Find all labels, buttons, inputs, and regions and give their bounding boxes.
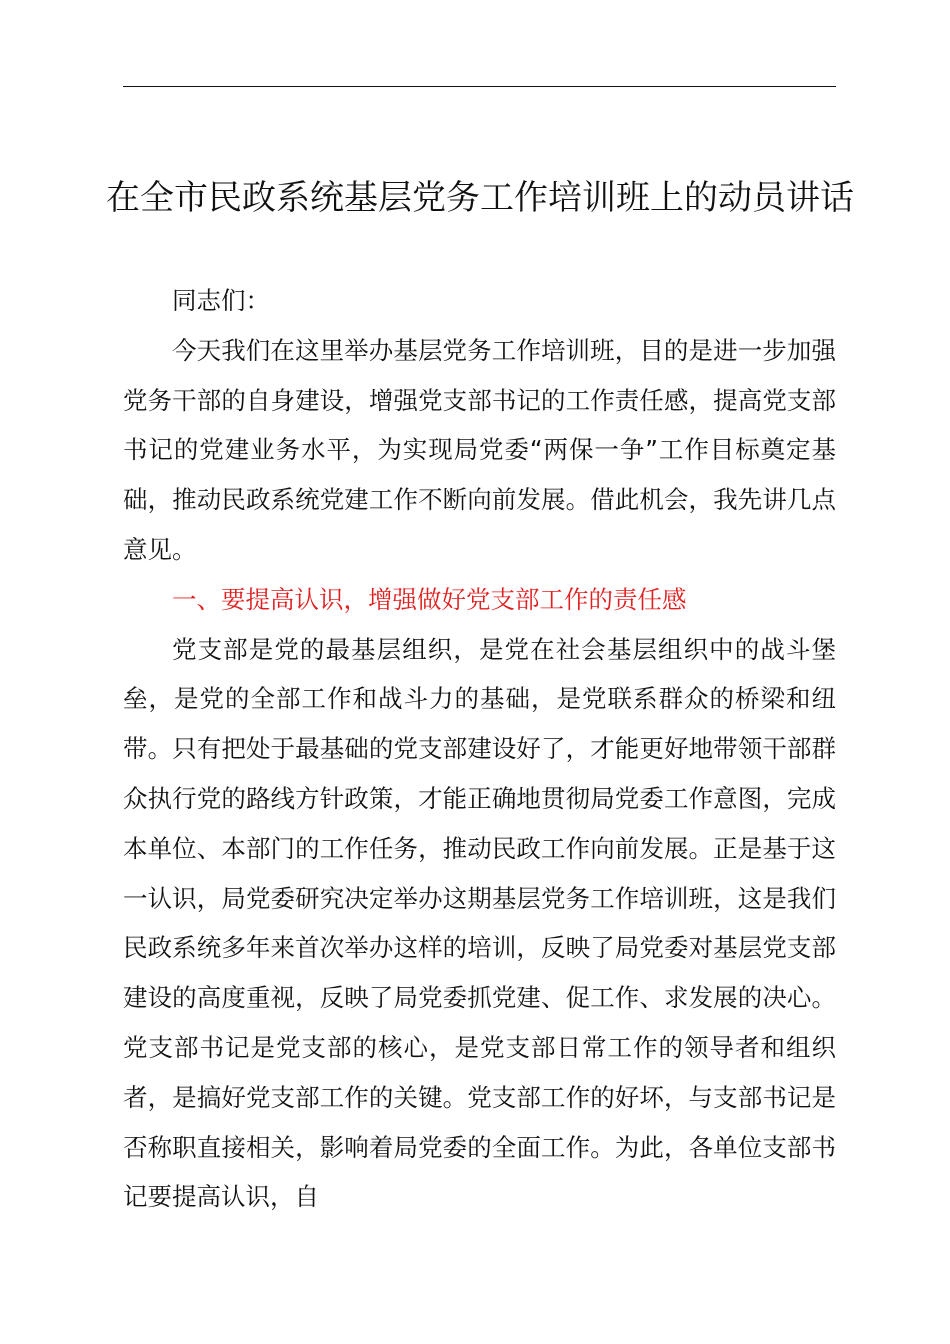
- header-rule: [123, 86, 836, 87]
- section-heading: 一、要提高认识，增强做好党支部工作的责任感: [172, 584, 687, 614]
- intro-paragraph: 今天我们在这里举办基层党务工作培训班，目的是进一步加强党务干部的自身建设，增强党支部书记的工作责任感，提高党支部书记的党建业务水平，为实现局党委“两保一争”工作目标奠定基础，推动民政系统党建工作不断向前发展。借此机会，我先讲几点意见。: [123, 335, 836, 564]
- salutation: 同志们：: [172, 286, 270, 315]
- section-paragraph: 党支部是党的最基层组织，是党在社会基层组织中的战斗堡垒，是党的全部工作和战斗力的基础，是党联系群众的桥梁和纽带。只有把处于最基础的党支部建设好了，才能更好地带领干部群众执行党的路线方针政策，才能正确地贯彻局党委工作意图，完成本单位、本部门的工作任务，推动民政工作向前发展。正是基于这一认识，局党委研究决定举办这期基层党务工作培训班，这是我们民政系统多年来首次举办这样的培训，反映了局党委对基层党支部建设的高度重视，反映了局党委抓党建、促工作、求发展的决心。党支部书记是党支部的核心，是党支部日常工作的领导者和组织者，是搞好党支部工作的关键。党支部工作的好坏，与支部书记是否称职直接相关，影响着局党委的全面工作。为此，各单位支部书记要提高认识，自: [123, 634, 836, 1212]
- document-title: 在全市民政系统基层党务工作培训班上的动员讲话: [106, 177, 854, 218]
- document-body: [123, 276, 836, 1222]
